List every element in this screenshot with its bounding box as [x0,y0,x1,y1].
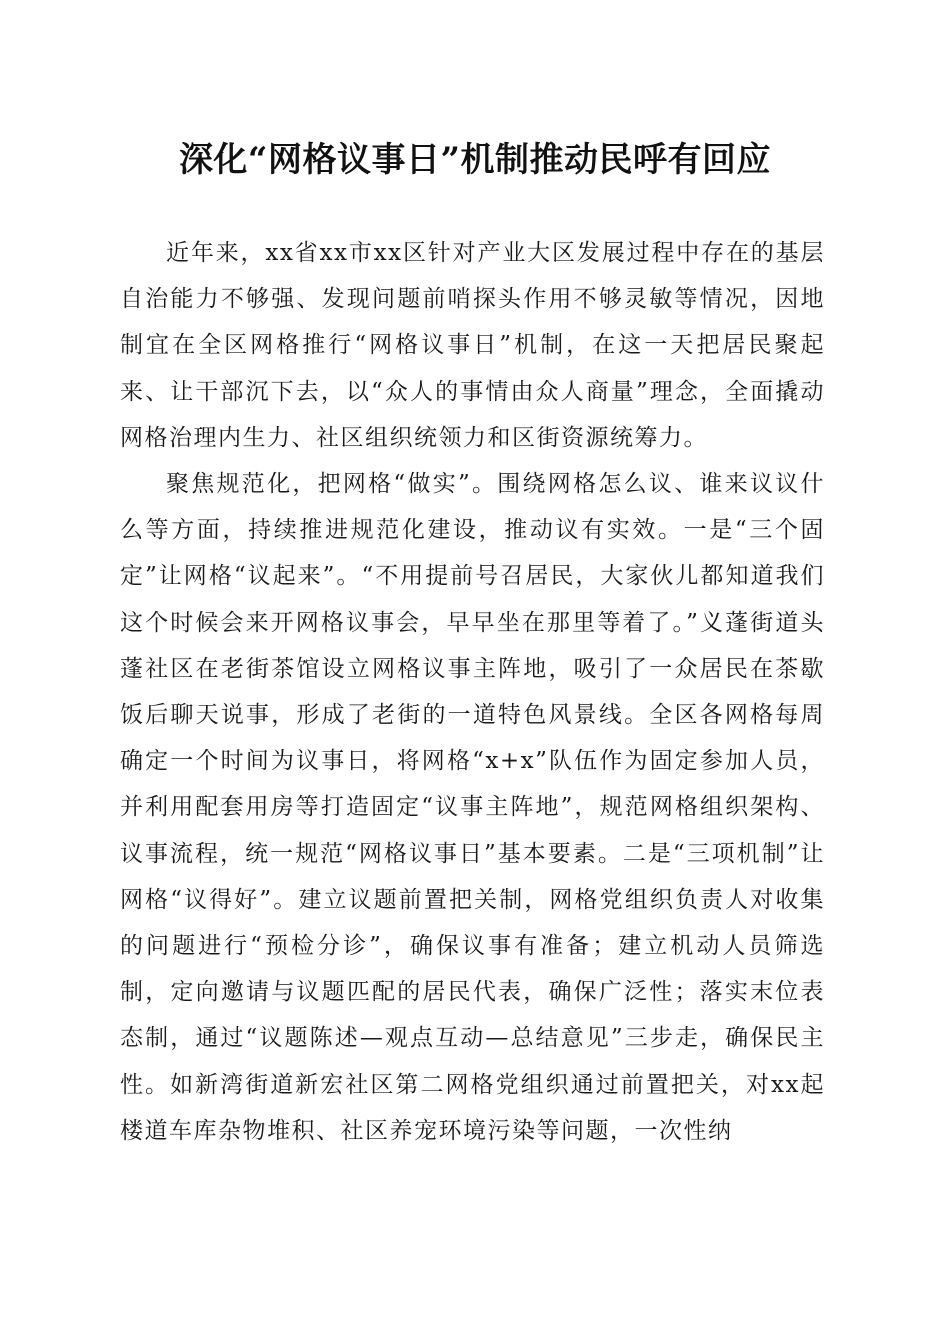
document-title: 深化“网格议事日”机制推动民呼有回应 [178,140,772,180]
paragraph-standardization: 聚焦规范化，把网格“做实”。围绕网格怎么议、谁来议议什么等方面，持续推进规范化建设，推动议有实效。一是“三个固定”让网格“议起来”。“不用提前号召居民，大家伙儿都知道我们这个时候会来开网格议事会，早早坐在那里等着了。”义蓬街道头蓬社区在老街茶馆设立网格议事主阵地，吸引了一众居民在茶歇饭后聊天说事，形成了老街的一道特色风景线。全区各网格每周确定一个时间为议事日，将网格“x+x”队伍作为固定参加人员，并利用配套用房等打造固定“议事主阵地”，规范网格组织架构、议事流程，统一规范“网格议事日”基本要素。二是“三项机制”让网格“议得好”。建立议题前置把关制，网格党组织负责人对收集的问题进行“预检分诊”，确保议事有准备；建立机动人员筛选制，定向邀请与议题匹配的居民代表，确保广泛性；落实末位表态制，通过“议题陈述—观点互动—总结意见”三步走，确保民主性。如新湾街道新宏社区第二网格党组织通过前置把关，对xx起楼道车库杂物堆积、社区养宠环境污染等问题，一次性纳 [120,471,825,1144]
document-body [120,230,825,1154]
paragraph-intro: 近年来，xx省xx市xx区针对产业大区发展过程中存在的基层自治能力不够强、发现问题前哨探头作用不够灵敏等情况，因地制宜在全区网格推行“网格议事日”机制，在这一天把居民聚起来、让干部沉下去，以“众人的事情由众人商量”理念，全面撬动网格治理内生力、社区组织统领力和区街资源统筹力。 [120,240,825,451]
